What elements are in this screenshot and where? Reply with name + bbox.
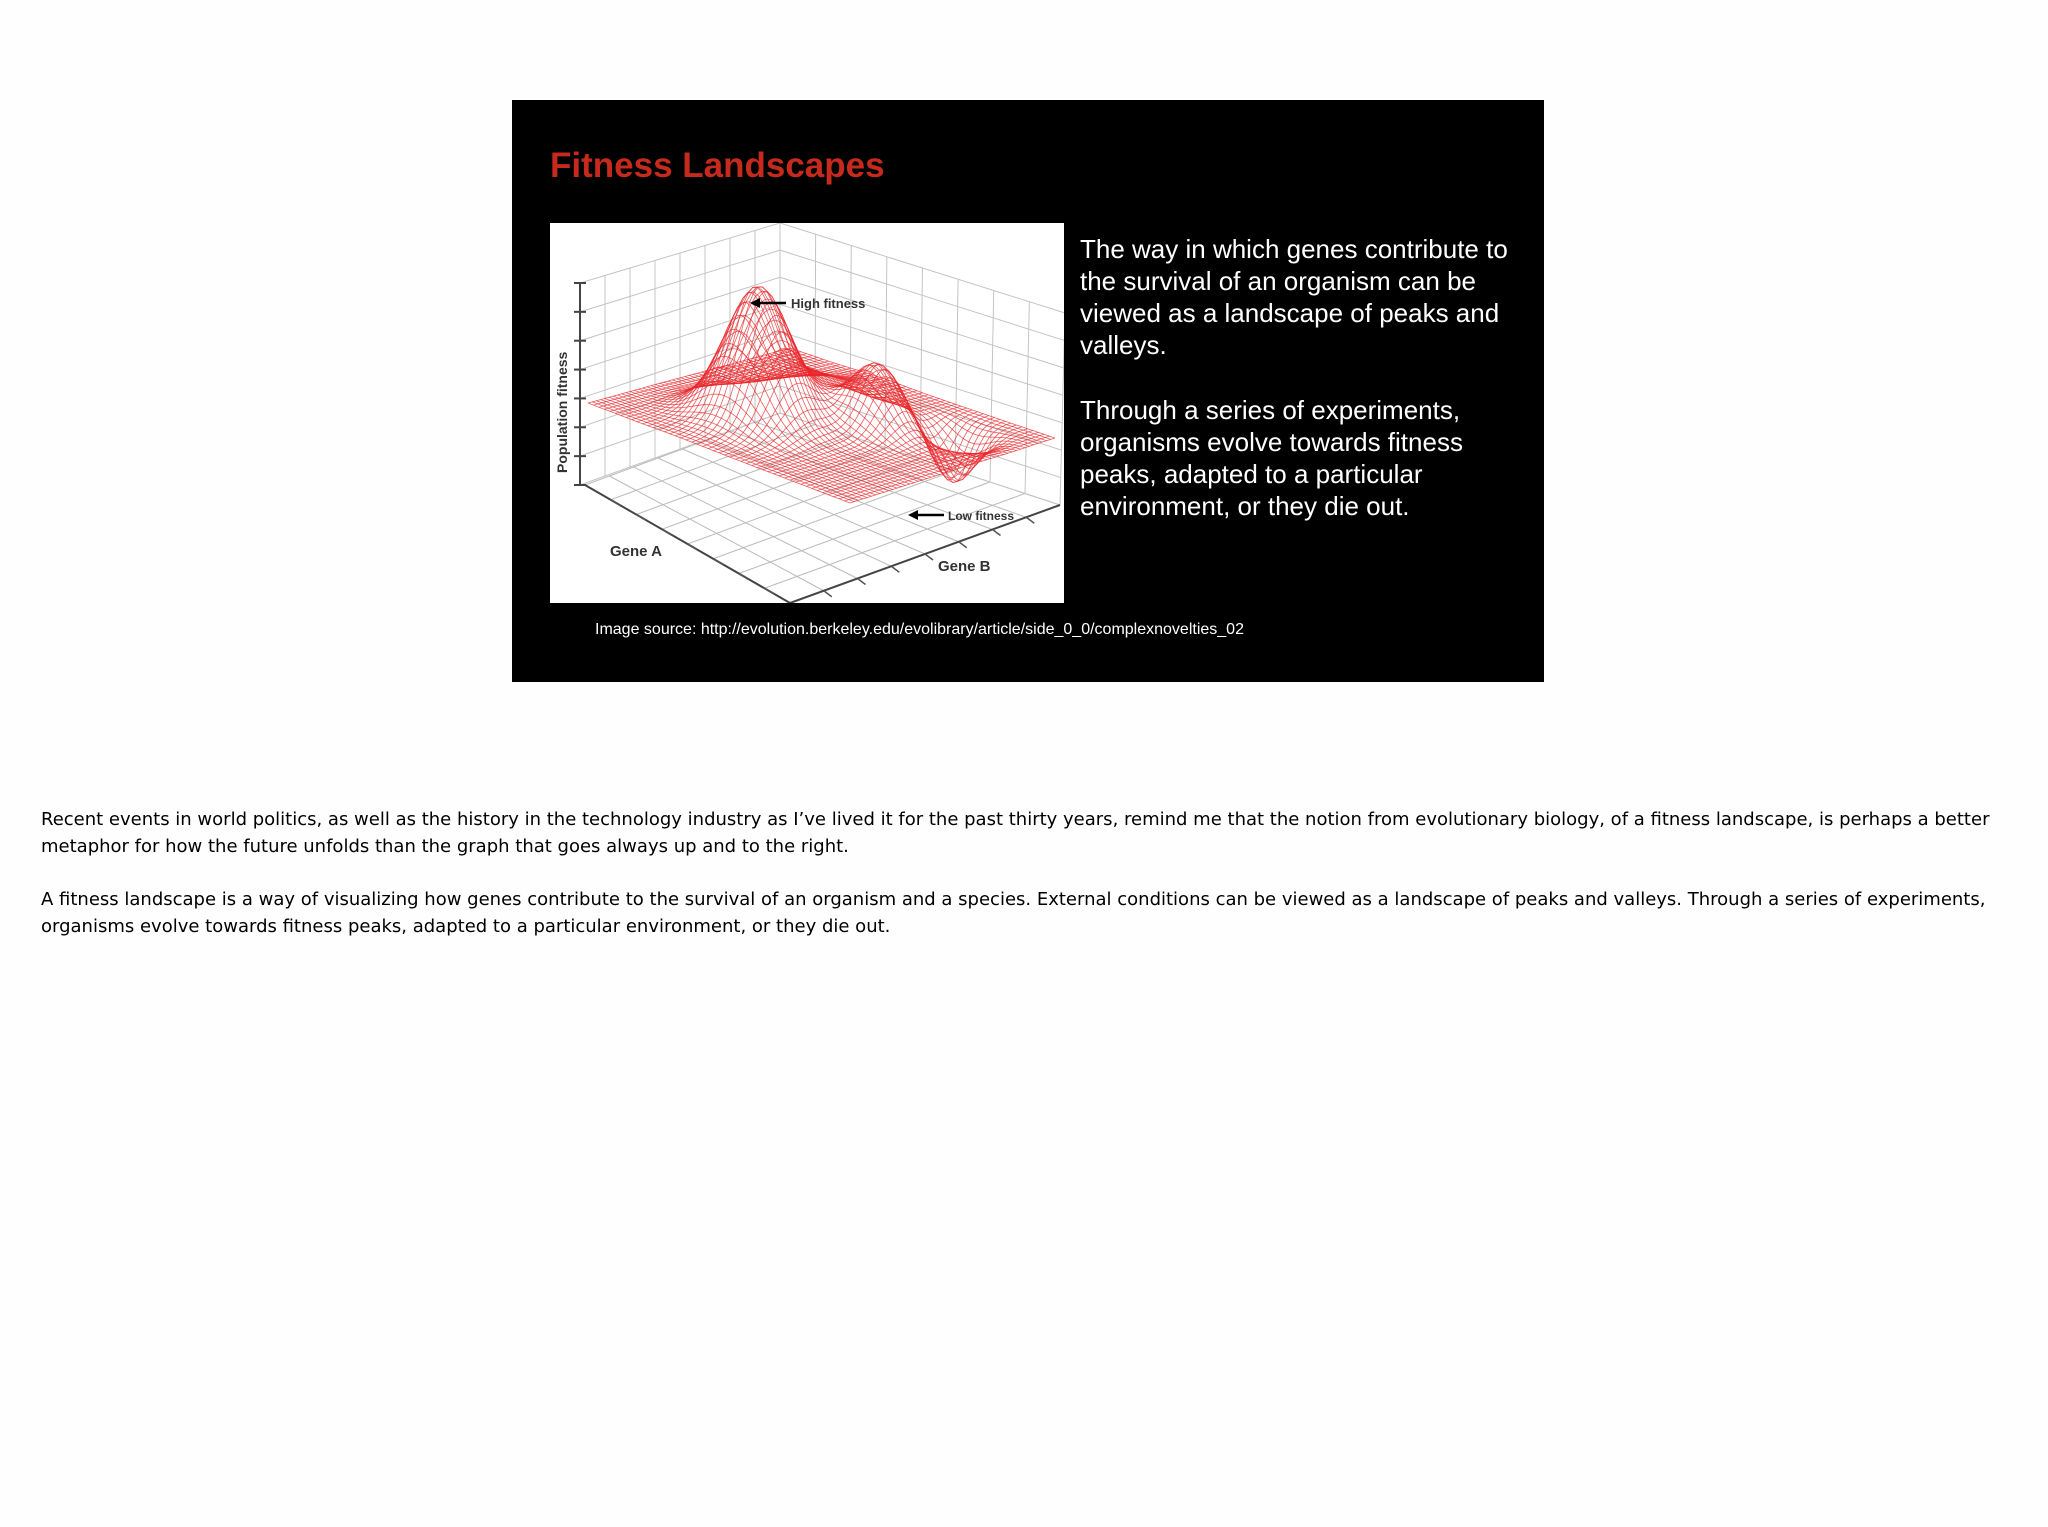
fitness-landscape-figure (550, 223, 1064, 603)
peak-annotation-label: High fitness (791, 296, 866, 311)
valley-annotation (908, 509, 1014, 523)
slide-title: Fitness Landscapes (550, 146, 885, 185)
speaker-notes (41, 806, 2021, 966)
slide-paragraph: Through a series of experiments, organisms evolve towards fitness peaks, adapted to a particular environment, or they die out. (1080, 395, 1463, 521)
notes-paragraph: A fitness landscape is a way of visualizing how genes contribute to the survival of an organism and a species. External conditions can be viewed as a landscape of peaks and valleys. Through a series of experiments, organisms evolve towards fitness peaks, adapted to a particular environment, or they die out. (41, 889, 1986, 937)
image-source-caption: Image source: http://evolution.berkeley.edu/evolibrary/article/side_0_0/complexnovelties_02 (595, 621, 1244, 638)
notes-paragraph: Recent events in world politics, as well as the history in the technology industry as I’ve lived it for the past thirty years, remind me that the notion from evolutionary biology, of a fitness landscape, is perhaps a better metaphor for how the future unfolds than the graph that goes always up and to the right. (41, 809, 1990, 857)
slide (512, 100, 1544, 682)
fitness-surface-mesh (588, 287, 1055, 503)
valley-annotation-label: Low fitness (948, 509, 1015, 523)
population-fitness-axis-label: Population fitness (554, 351, 570, 473)
gene-a-axis-label: Gene A (610, 543, 662, 560)
slide-body (1080, 233, 1520, 555)
fitness-landscape-plot (550, 223, 1064, 603)
gene-b-axis-label: Gene B (938, 558, 991, 575)
slide-paragraph: The way in which genes contribute to the survival of an organism can be viewed as a landscape of peaks and valleys. (1080, 234, 1508, 360)
